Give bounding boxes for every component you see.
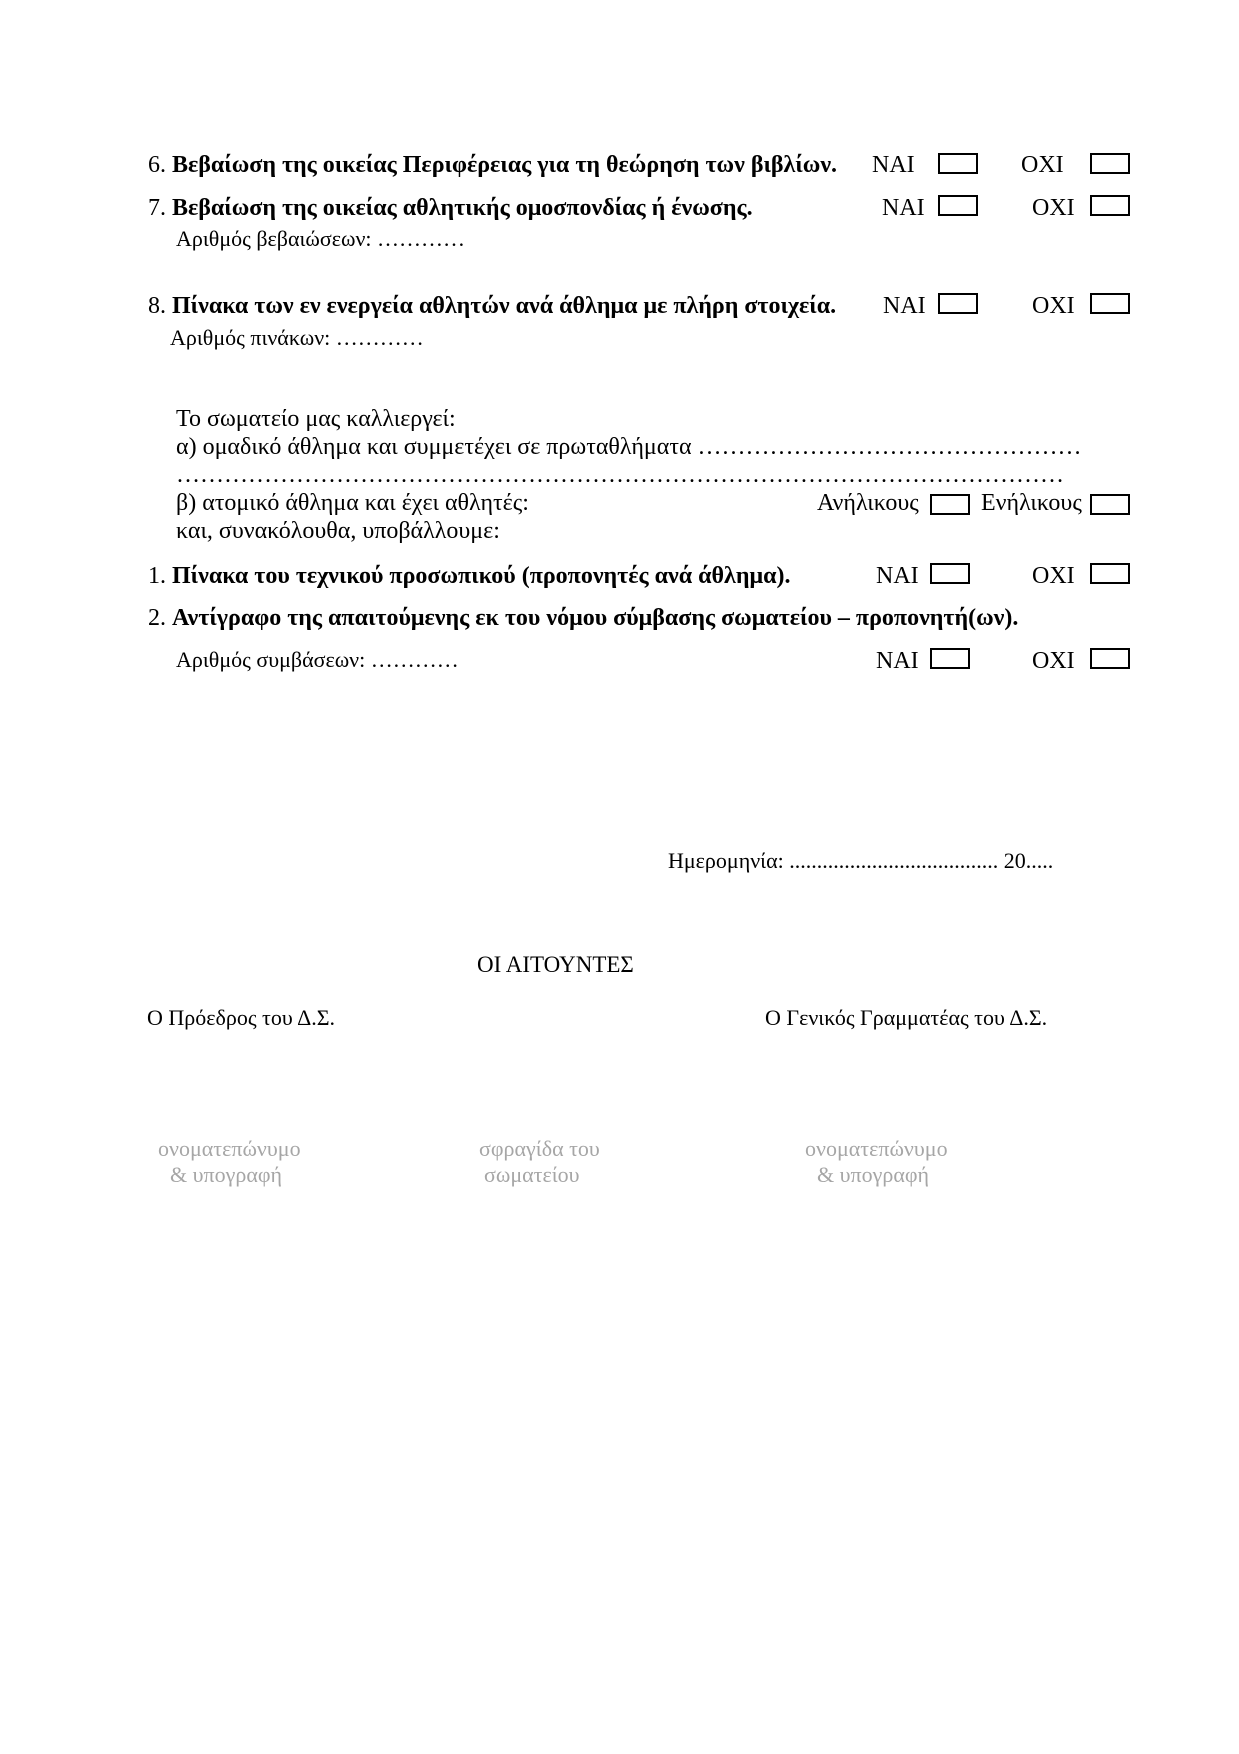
president-signature-placeholder	[158, 1136, 301, 1188]
club-seal-placeholder	[479, 1136, 600, 1188]
item-number: 8.	[148, 293, 166, 319]
item-6-yes-label: ΝΑΙ	[872, 152, 915, 178]
applicants-title: ΟΙ ΑΙΤΟΥΝΤΕΣ	[477, 952, 634, 977]
signature-line-2: & υπογραφή	[170, 1162, 283, 1187]
item-text: Πίνακα των εν ενεργεία αθλητών ανά άθλημα με πλήρη στοιχεία.	[172, 293, 837, 319]
individual-sport-line: β) ατομικό άθλημα και έχει αθλητές:	[176, 490, 529, 516]
item-7	[148, 196, 753, 220]
submit-line: και, συνακόλουθα, υποβάλλουμε:	[176, 518, 500, 544]
item-1-yes-label: ΝΑΙ	[876, 563, 919, 589]
seal-line-2: σωματείου	[484, 1162, 580, 1187]
signature-line-1: ονοματεπώνυμο	[158, 1136, 301, 1161]
item-8-yes-label: ΝΑΙ	[883, 293, 926, 319]
item-7-no-checkbox[interactable]	[1090, 195, 1130, 216]
item-6-no-label: ΟΧΙ	[1021, 152, 1064, 178]
item-text: Πίνακα του τεχνικού προσωπικού (προπονητές ανά άθλημα).	[172, 563, 791, 589]
item-number: 1.	[148, 563, 166, 589]
minors-label: Ανήλικους	[817, 490, 919, 516]
item-text: Βεβαίωση της οικείας Περιφέρειας για τη θεώρηση των βιβλίων.	[172, 152, 838, 178]
item-1-no-label: ΟΧΙ	[1032, 563, 1075, 589]
item-2-no-checkbox[interactable]	[1090, 648, 1130, 669]
secretary-label: Ο Γενικός Γραμματέας του Δ.Σ.	[765, 1005, 1048, 1030]
item-2-count-field[interactable]: Αριθμός συμβάσεων: …………	[176, 647, 459, 672]
president-label: Ο Πρόεδρος του Δ.Σ.	[147, 1005, 336, 1030]
item-8-count-field[interactable]: Αριθμός πινάκων: …………	[170, 325, 424, 350]
item-number: 7.	[148, 195, 166, 221]
signature-line-2: & υπογραφή	[817, 1162, 930, 1187]
minors-checkbox[interactable]	[930, 494, 970, 515]
item-1-yes-checkbox[interactable]	[930, 563, 970, 584]
item-7-count-field[interactable]: Αριθμός βεβαιώσεων: …………	[176, 226, 466, 251]
item-2-yes-label: ΝΑΙ	[876, 648, 919, 674]
item-8-no-checkbox[interactable]	[1090, 293, 1130, 314]
club-intro: Το σωματείο μας καλλιεργεί:	[176, 406, 456, 432]
adults-label: Ενήλικους	[981, 490, 1082, 516]
item-1-no-checkbox[interactable]	[1090, 563, 1130, 584]
item-text: Βεβαίωση της οικείας αθλητικής ομοσπονδίας ή ένωσης.	[172, 195, 753, 221]
item-6-no-checkbox[interactable]	[1090, 153, 1130, 174]
signature-line-1: ονοματεπώνυμο	[805, 1136, 948, 1161]
item-2-no-label: ΟΧΙ	[1032, 648, 1075, 674]
item-2-yes-checkbox[interactable]	[930, 648, 970, 669]
item-number: 2.	[148, 605, 166, 631]
item-7-no-label: ΟΧΙ	[1032, 195, 1075, 221]
item-8-yes-checkbox[interactable]	[938, 293, 978, 314]
item-8-no-label: ΟΧΙ	[1032, 293, 1075, 319]
adults-checkbox[interactable]	[1090, 494, 1130, 515]
item-2	[148, 606, 1018, 630]
item-7-yes-checkbox[interactable]	[938, 195, 978, 216]
item-1	[148, 564, 790, 588]
item-8	[148, 294, 836, 318]
item-text: Αντίγραφο της απαιτούμενης εκ του νόμου σύμβασης σωματείου – προπονητή(ων).	[172, 605, 1019, 631]
item-6	[148, 153, 837, 177]
dots-line: …………………………………………………………………………………………………	[176, 462, 1064, 488]
date-field[interactable]: Ημερομηνία: ...................................... 20.....	[668, 848, 1054, 873]
seal-line-1: σφραγίδα του	[479, 1136, 600, 1161]
item-7-yes-label: ΝΑΙ	[882, 195, 925, 221]
secretary-signature-placeholder	[805, 1136, 948, 1188]
item-number: 6.	[148, 152, 166, 178]
team-sport-line[interactable]: α) ομαδικό άθλημα και συμμετέχει σε πρωταθλήματα …………………………………………	[176, 434, 1082, 460]
item-6-yes-checkbox[interactable]	[938, 153, 978, 174]
